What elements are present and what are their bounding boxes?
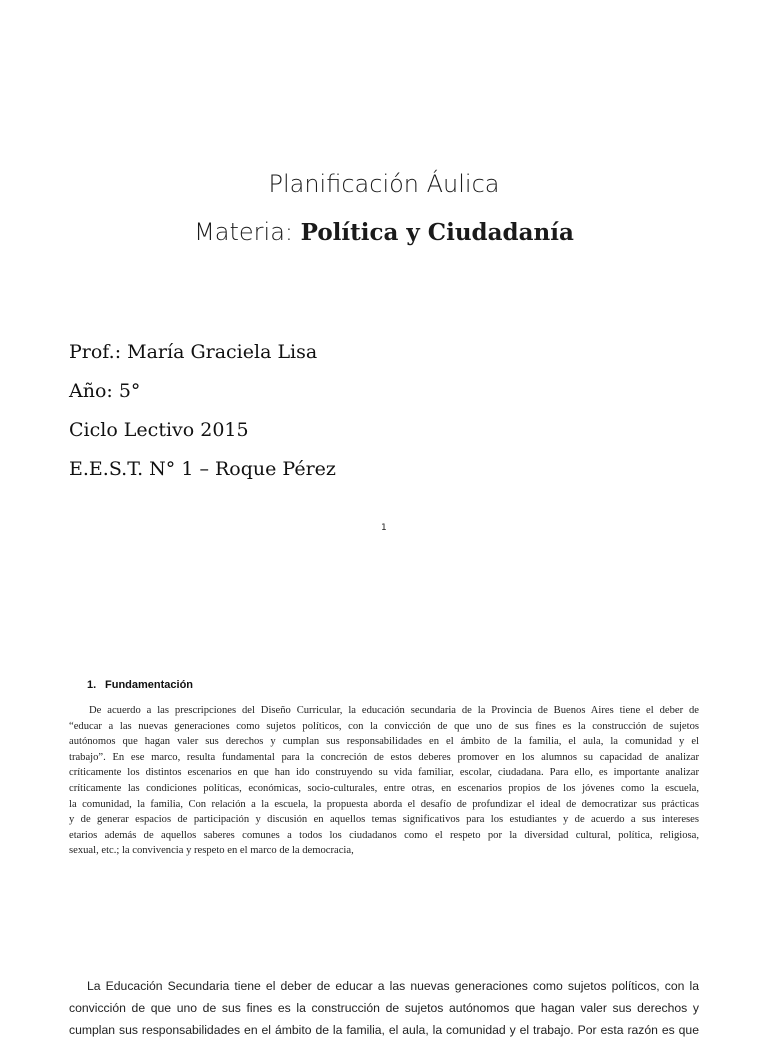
paragraph-line: “educar a las nuevas generaciones como sujetos políticos, con la convicción de que uno de sus fines es la construcción de sujetos — [69, 720, 699, 732]
paragraph-line: De acuerdo a las prescripciones del Diseño Curricular, la educación secundaria de la Provincia de Buenos Aires tiene el deber de — [89, 705, 699, 716]
paragraph-line: cumplan sus responsabilidades en el ámbito de la familia, el aula, la comunidad y el trabajo. Por esta razón es que — [69, 1023, 699, 1037]
page-number: 1 — [381, 523, 387, 533]
paragraph-line: la comunidad, la familia, Con relación a la escuela, la propuesta aborda el desafío de profundizar el ideal de democratizar sus prácticas — [69, 798, 699, 810]
paragraph-line: críticamente los distintos escenarios en que han ido construyendo su vida familiar, escolar, ciudadana. Para ello, es importante analizar — [69, 767, 699, 779]
section-number: 1. — [87, 679, 97, 691]
section-title: Fundamentación — [105, 679, 194, 691]
paragraph-educacion-secundaria — [69, 975, 699, 1041]
paragraph-line: La Educación Secundaria tiene el deber de educar a las nuevas generaciones como sujetos políticos, con la — [87, 979, 699, 993]
paragraph-line: etarios además de aquellos saberes comunes a todos los ciudadanos como el respeto por la diversidad cultural, política, religiosa, — [69, 829, 699, 841]
paragraph-line: autónomos que hagan valer sus derechos y cumplan sus responsabilidades en el ámbito de la familia, el aula, la comunidad y el — [69, 736, 699, 748]
document-title: Planificación Áulica — [268, 170, 500, 198]
teacher-name: Prof.: María Graciela Lisa — [69, 341, 318, 363]
paragraph-line: convicción de que uno de sus fines es la construcción de sujetos autónomos que hagan valer sus derechos y — [69, 1001, 699, 1015]
subject-name: Política y Ciudadanía — [300, 219, 574, 246]
paragraph-line: sexual, etc.; la convivencia y respeto en el marco de la democracia, — [69, 845, 354, 857]
subject-line — [0, 218, 768, 246]
subject-prefix: Materia: — [194, 218, 301, 246]
school-name: E.E.S.T. N° 1 – Roque Pérez — [69, 458, 336, 480]
section-heading — [87, 679, 193, 691]
academic-cycle: Ciclo Lectivo 2015 — [69, 419, 249, 441]
paragraph-line: críticamente las condiciones políticas, económicas, socio-culturales, entre otras, en escenarios propios de los jóvenes como la escuela, — [69, 782, 699, 794]
school-year: Año: 5° — [69, 380, 141, 402]
paragraph-fundamentacion — [69, 703, 699, 859]
paragraph-line: trabajo”. En ese marco, resulta fundamental para la concreción de estos deberes promover en los alumnos su capacidad de analizar — [69, 751, 699, 763]
paragraph-line: y de generar espacios de participación y discusión en aquellos temas significativos para los estudiantes y de acuerdo a sus intereses — [69, 814, 699, 826]
